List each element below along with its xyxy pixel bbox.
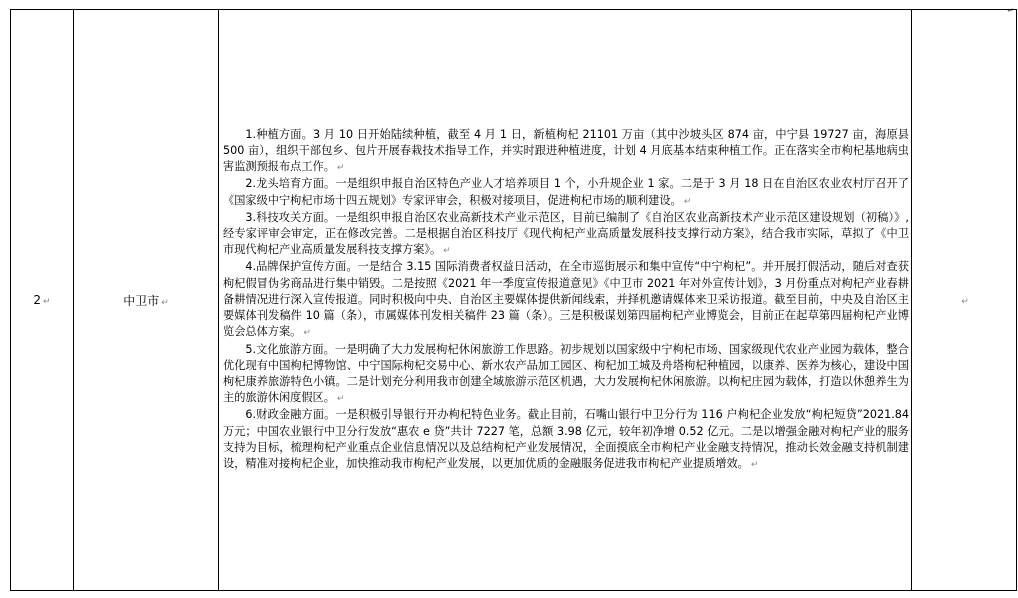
region-name: 中卫市 (123, 293, 160, 308)
row-index-cell[interactable] (11, 10, 74, 591)
content-paragraph-1: 1.种植方面。3 月 10 日开始陆续种植，截至 4 月 1 日，新植枸杞 21101 万亩（其中沙坡头区 874 亩，中宁县 19727 亩，海原县 500 亩），组织干部包乡、包片开展春栽技术指导工作，并实时跟进种植进度，计划 4 月底基本结束种植工作。正在落实全市枸杞基地病虫害监测预报布点工作。 ↵ (223, 127, 909, 174)
paragraph-mark-icon: ↵ (1007, 6, 1014, 15)
document-table (10, 9, 1017, 591)
paragraph-mark-icon: ↵ (961, 297, 969, 307)
paragraph-mark-icon: ↵ (336, 394, 345, 405)
paragraph-mark-icon: ↵ (683, 196, 692, 207)
content-cell[interactable] (219, 10, 912, 591)
content-paragraph-6: 6.财政金融方面。一是积极引导银行开办枸杞特色业务。截止目前，石嘴山银行中卫分行为 116 户枸杞企业发放“枸杞短贷”2021.84 万元；中国农业银行中卫分行发放“惠农 e 贷”共计 7227 笔，总额 3.98 亿元，较年初净增 0.52 亿元。二是以增强金融对枸杞产业的服务支持为目标，梳理枸杞产业重点企业信息情况以及总结枸杞产业发展情况，全面摸底全市枸杞产业金融支持情况，推动长效金融支持机制建设，精准对接枸杞企业，加快推动我市枸杞产业发展，以更加优质的金融服务促进我市枸杞产业提质增效。 ↵ (223, 408, 909, 470)
paragraph-mark-icon: ↵ (443, 246, 451, 257)
content-paragraph-4: 4.品牌保护宣传方面。一是结合 3.15 国际消费者权益日活动，在全市巡街展示和集中宣传“中宁枸杞”。并开展打假活动，随后对查获枸杞假冒伪劣商品进行集中销毁。二是按照《2021 年一季度宣传报道意见》《中卫市 2021 年对外宣传计划》，3 月份重点对枸杞产业春耕备耕情况进行深入宣传报道。同时积极向中央、自治区主要媒体提供新闻线索，并择机邀请媒体来卫采访报道。截至目前，中央及自治区主要媒体刊发稿件 10 篇（条），市属媒体刊发相关稿件 23 篇（条）。三是积极谋划第四届枸杞产业博览会，目前正在起草第四届枸杞产业博览会总体方案。 ↵ (223, 260, 909, 339)
paragraph-mark-icon: ↵ (336, 163, 345, 174)
content-paragraph-2: 2.龙头培育方面。一是组织申报自治区特色产业人才培养项目 1 个，小升规企业 1 家。二是于 3 月 18 日在自治区农业农村厅召开了《国家级中宁枸杞市场十四五规划》专家评审会，积极对接项目，促进枸杞市场的顺利建设。 ↵ (223, 177, 909, 207)
content-paragraph-5: 5.文化旅游方面。一是明确了大力发展枸杞休闲旅游工作思路。初步规划以国家级中宁枸杞市场、国家级现代农业产业园为载体，整合优化现有中国枸杞博物馆、中宁国际枸杞交易中心、新水农产品加工园区、枸杞加工城及舟塔枸杞种植园，以康养、医养为核心，建设中国枸杞康养旅游特色小镇。二是计划充分利用我市创建全域旅游示范区机遇，大力发展枸杞休闲旅游。以枸杞庄园为载体，打造以休憩养生为主的旅游休闲度假区。 ↵ (223, 342, 909, 405)
region-cell[interactable] (74, 10, 219, 591)
row-index: 2 (33, 293, 42, 307)
content-paragraph-3: 3.科技攻关方面。一是组织申报自治区农业高新技术产业示范区，目前已编制了《自治区农业高新技术产业示范区建设规划（初稿）》,经专家评审会审定，正在修改完善。二是根据自治区科技厅《现代枸杞产业高质量发展科技支撑行动方案》，结合我市实际，草拟了《中卫市现代枸杞产业高质量发展科技支撑方案》。 ↵ (223, 210, 909, 257)
paragraph-mark-icon: ↵ (303, 328, 311, 339)
paragraph-mark-icon: ↵ (750, 459, 759, 470)
paragraph-mark-icon: ↵ (43, 297, 51, 307)
extra-cell[interactable] (912, 10, 1017, 591)
table-row (11, 10, 1017, 591)
paragraph-mark-icon: ↵ (161, 297, 169, 308)
